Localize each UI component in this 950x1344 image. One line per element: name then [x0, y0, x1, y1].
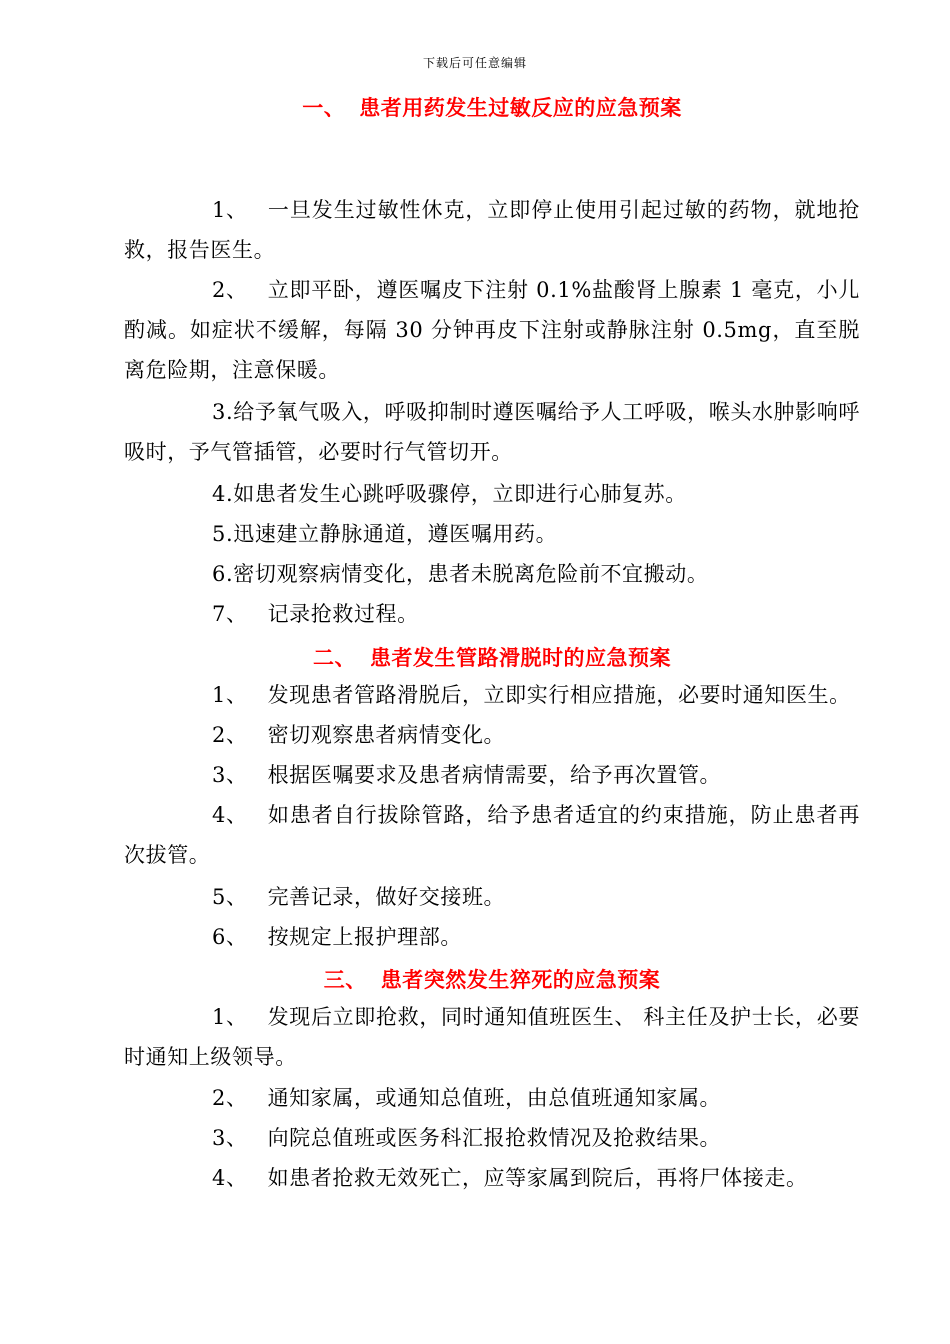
list-item	[124, 270, 860, 390]
section-title-text: 患者突然发生猝死的应急预案	[380, 967, 661, 992]
item-number: 5、	[212, 885, 248, 909]
item-text: 给予氧气吸入，呼吸抑制时遵医嘱给予人工呼吸，喉头水肿影响呼吸时，予气管插管，必要时行气管切开。	[124, 400, 860, 464]
list-item	[124, 795, 860, 875]
item-text: 发现后立即抢救，同时通知值班医生、 科主任及护士长，必要时通知上级领导。	[124, 1005, 860, 1069]
item-text: 通知家属，或通知总值班，由总值班通知家属。	[267, 1086, 722, 1110]
item-text: 如患者发生心跳呼吸骤停，立即进行心肺复苏。	[233, 482, 687, 506]
item-text: 如患者自行拔除管路，给予患者适宜的约束措施，防止患者再次拔管。	[124, 803, 860, 867]
item-text: 立即平卧，遵医嘱皮下注射 0.1%盐酸肾上腺素 1 毫克，小儿酌减。如症状不缓解，每隔 30 分钟再皮下注射或静脉注射 0.5mg，直至脱离危险期，注意保暖。	[124, 278, 860, 382]
item-number: 1、	[212, 683, 248, 707]
section-title-text: 患者用药发生过敏反应的应急预案	[359, 95, 682, 120]
section-number: 三、	[323, 967, 367, 992]
item-number: 1、	[212, 198, 248, 222]
list-item	[124, 715, 860, 755]
list-item	[124, 755, 860, 795]
list-item	[124, 877, 860, 917]
item-number: 2、	[212, 1086, 248, 1110]
item-text: 如患者抢救无效死亡，应等家属到院后，再将尸体接走。	[267, 1166, 808, 1190]
item-number: 6、	[212, 925, 248, 949]
list-item	[124, 554, 860, 594]
section-number: 一、	[302, 95, 346, 120]
section-title-text: 患者发生管路滑脱时的应急预案	[370, 645, 671, 670]
list-item	[124, 514, 860, 554]
section-title-1	[0, 92, 950, 122]
item-number: 2、	[212, 723, 248, 747]
item-number: 3、	[212, 1126, 248, 1150]
section-title-2	[0, 642, 950, 672]
section-number: 二、	[313, 645, 356, 670]
list-item	[124, 392, 860, 472]
item-number: 6.	[212, 562, 234, 586]
list-item	[124, 1078, 860, 1118]
item-number: 3.	[212, 400, 234, 424]
item-number: 4、	[212, 1166, 248, 1190]
list-item	[124, 675, 860, 715]
item-number: 7、	[212, 602, 248, 626]
item-text: 按规定上报护理部。	[267, 925, 462, 949]
item-text: 根据医嘱要求及患者病情需要，给予再次置管。	[267, 763, 722, 787]
item-number: 2、	[212, 278, 248, 302]
list-item	[124, 1118, 860, 1158]
item-text: 迅速建立静脉通道，遵医嘱用药。	[233, 522, 558, 546]
list-item	[124, 997, 860, 1077]
item-text: 记录抢救过程。	[267, 602, 419, 626]
item-text: 一旦发生过敏性休克，立即停止使用引起过敏的药物，就地抢救，报告医生。	[124, 198, 860, 262]
item-text: 向院总值班或医务科汇报抢救情况及抢救结果。	[267, 1126, 722, 1150]
item-number: 4、	[212, 803, 248, 827]
section-title-3	[0, 964, 950, 994]
list-item	[124, 474, 860, 514]
item-text: 发现患者管路滑脱后，立即实行相应措施，必要时通知医生。	[267, 683, 851, 707]
item-number: 1、	[212, 1005, 248, 1029]
item-text: 密切观察患者病情变化。	[267, 723, 506, 747]
list-item	[124, 1158, 860, 1198]
item-text: 密切观察病情变化，患者未脱离危险前不宜搬动。	[233, 562, 709, 586]
header-note: 下载后可任意编辑	[422, 56, 527, 70]
item-number: 5.	[212, 522, 234, 546]
item-text: 完善记录，做好交接班。	[267, 885, 506, 909]
list-item	[124, 594, 860, 634]
list-item	[124, 917, 860, 957]
list-item	[124, 190, 860, 270]
item-number: 3、	[212, 763, 248, 787]
item-number: 4.	[212, 482, 234, 506]
